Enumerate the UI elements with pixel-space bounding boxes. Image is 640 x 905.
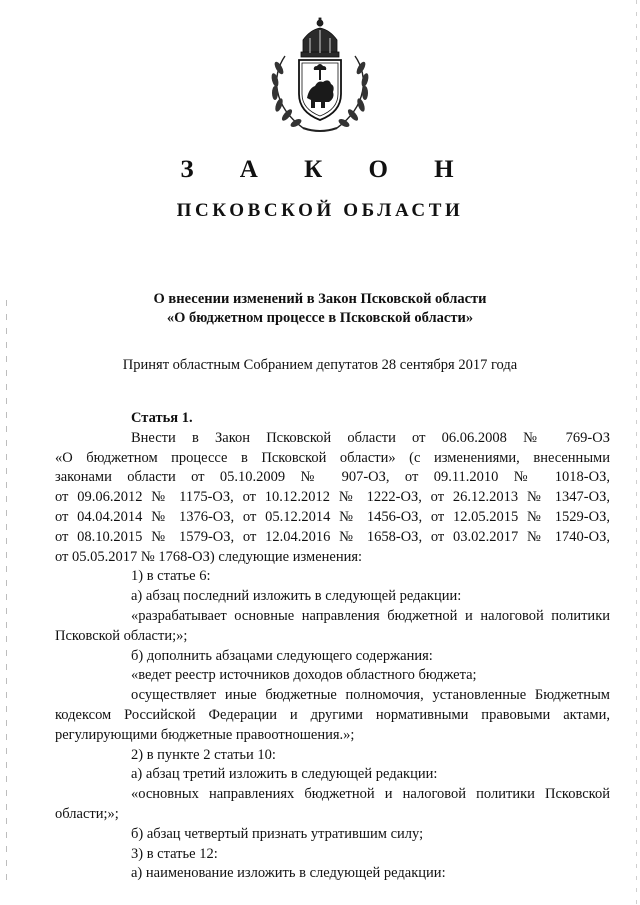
adoption-statement: Принят областным Собранием депутатов 28 сентября 2017 года	[122, 357, 518, 373]
body-line: от 05.05.2017 № 1768-ОЗ) следующие изменения:	[55, 548, 363, 565]
law-name-line: О внесении изменений в Закон Псковской области	[153, 291, 487, 307]
body-line: 2) в пункте 2 статьи 10:	[131, 746, 276, 763]
article-heading: Статья 1.	[131, 410, 193, 426]
law-body	[55, 409, 610, 884]
body-line: законами области от 05.10.2009 № 907-ОЗ, от 09.11.2010 № 1018-ОЗ,	[55, 469, 610, 486]
body-line: а) наименование изложить в следующей редакции:	[131, 865, 446, 882]
body-line: кодексом Российской Федерации и другими нормативными правовыми актами,	[55, 706, 610, 723]
scan-edge-left	[6, 300, 7, 880]
document-title: З А К О Н	[180, 156, 474, 183]
body-line: от 08.10.2015 № 1579-ОЗ, от 12.04.2016 № 1658-ОЗ, от 03.02.2017 № 1740-ОЗ,	[55, 528, 610, 545]
body-line: а) абзац третий изложить в следующей редакции:	[131, 766, 438, 783]
body-line: Псковской области;»;	[55, 627, 188, 644]
body-line: 3) в статье 12:	[131, 845, 218, 862]
body-line: области;»;	[55, 805, 119, 822]
body-line: регулирующими бюджетные правоотношения.»;	[55, 726, 355, 743]
body-line: от 09.06.2012 № 1175-ОЗ, от 10.12.2012 № 1222-ОЗ, от 26.12.2013 № 1347-ОЗ,	[55, 489, 610, 506]
law-name	[0, 290, 640, 328]
body-line: «ведет реестр источников доходов областного бюджета;	[131, 667, 477, 684]
body-line: а) абзац последний изложить в следующей редакции:	[131, 588, 462, 605]
body-line: б) дополнить абзацами следующего содержания:	[131, 647, 433, 664]
body-line: «разрабатывает основные направления бюджетной и налоговой политики	[131, 607, 610, 624]
scan-edge-right	[636, 0, 637, 905]
body-line: 1) в статье 6:	[131, 568, 211, 585]
pskov-coat-of-arms-icon	[263, 16, 377, 136]
law-name-line: «О бюджетном процессе в Псковской области»	[166, 310, 474, 326]
body-line: от 04.04.2014 № 1376-ОЗ, от 05.12.2014 № 1456-ОЗ, от 12.05.2015 № 1529-ОЗ,	[55, 508, 610, 525]
body-line: б) абзац четвертый признать утратившим силу;	[131, 825, 424, 842]
body-line: «О бюджетном процессе в Псковской области» (с изменениями, внесенными	[55, 449, 610, 466]
body-line: «основных направлениях бюджетной и налоговой политики Псковской	[131, 786, 610, 803]
document-subtitle: ПСКОВСКОЙ ОБЛАСТИ	[176, 200, 464, 221]
body-line: Внести в Закон Псковской области от 06.06.2008 № 769-ОЗ	[131, 429, 610, 446]
body-line: осуществляет иные бюджетные полномочия, установленные Бюджетным	[131, 687, 610, 704]
